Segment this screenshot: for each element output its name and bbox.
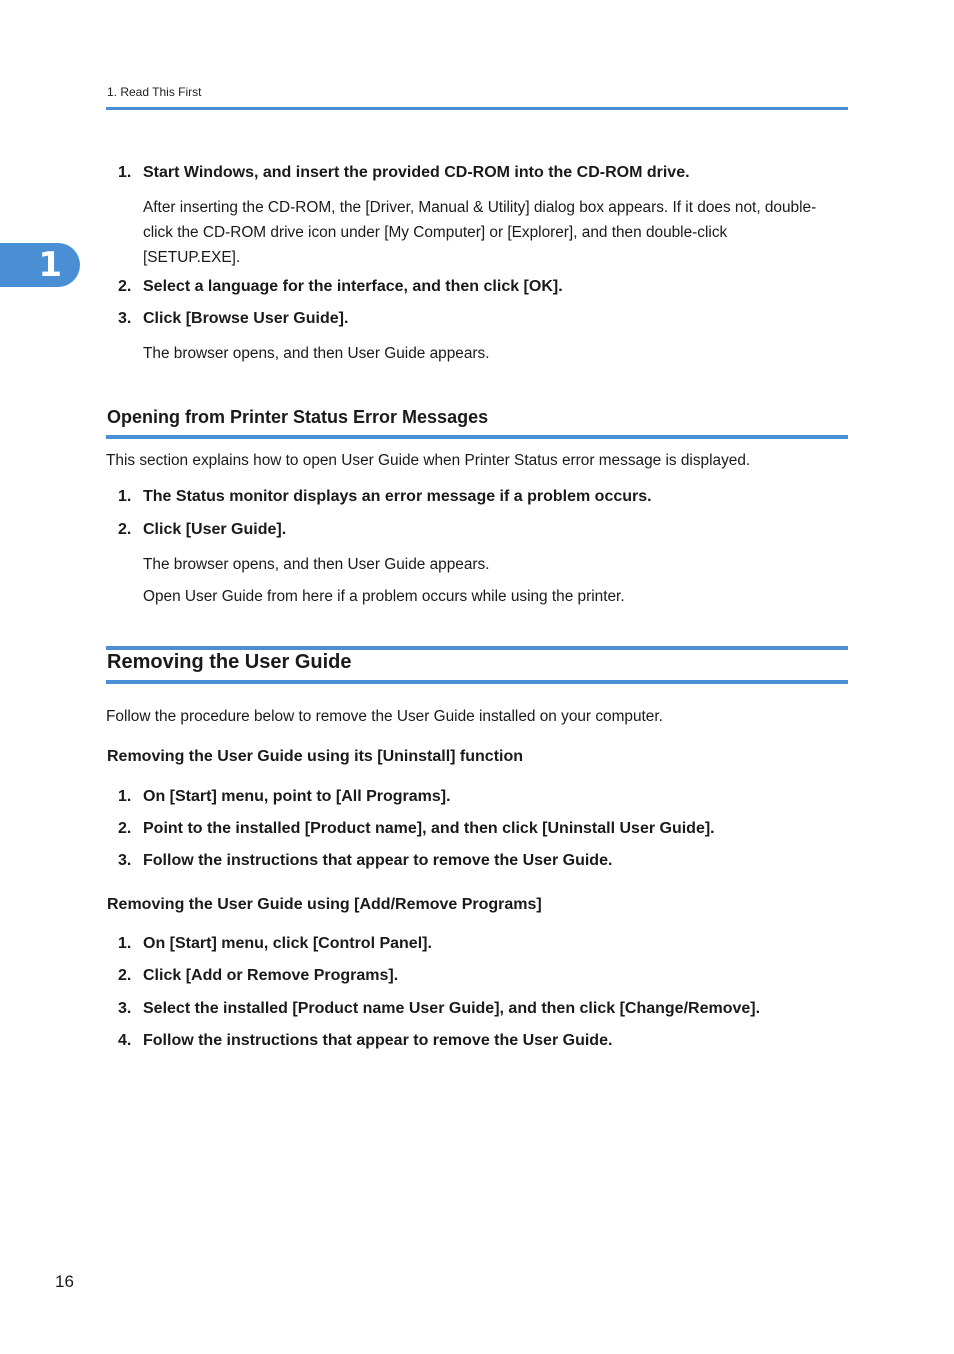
subsection-heading: Removing the User Guide using [Add/Remove Programs] (107, 896, 542, 913)
step-number: 2. (118, 820, 132, 837)
step-number: 1. (118, 488, 132, 505)
step-number: 1. (118, 164, 132, 181)
page-number: 16 (55, 1272, 74, 1291)
step-text: Follow the instructions that appear to remove the User Guide. (143, 852, 613, 869)
step-number: 2. (118, 521, 132, 538)
step-text: Select a language for the interface, and then click [OK]. (143, 278, 563, 295)
step-item (118, 164, 690, 182)
step-note: The browser opens, and then User Guide appears. (143, 556, 490, 573)
step-item (118, 521, 286, 539)
section-rule (106, 680, 848, 684)
step-text: Follow the instructions that appear to remove the User Guide. (143, 1032, 613, 1049)
step-number: 1. (118, 788, 132, 805)
subsection-heading: Removing the User Guide using its [Uninstall] function (107, 748, 524, 765)
step-text: Start Windows, and insert the provided CD-ROM into the CD-ROM drive. (143, 164, 690, 181)
chapter-tab: 1 (0, 243, 80, 287)
step-item (118, 310, 348, 328)
running-header: 1. Read This First (107, 85, 202, 99)
step-number: 1. (118, 935, 132, 952)
note-line: click the CD-ROM drive icon under [My Computer] or [Explorer], and then double-click (143, 224, 728, 241)
step-note: Open User Guide from here if a problem occurs while using the printer. (143, 588, 625, 605)
section-heading: Opening from Printer Status Error Messages (107, 407, 489, 427)
step-item (118, 1000, 760, 1018)
note-line: After inserting the CD-ROM, the [Driver, Manual & Utility] dialog box appears. If it does not, double- (143, 199, 817, 216)
step-text: Click [User Guide]. (143, 521, 287, 538)
step-item (118, 788, 451, 806)
step-number: 2. (118, 278, 132, 295)
step-text: Point to the installed [Product name], and then click [Uninstall User Guide]. (143, 820, 715, 837)
step-item (118, 967, 398, 985)
step-number: 3. (118, 310, 132, 327)
step-text: Click [Browse User Guide]. (143, 310, 349, 327)
section-heading: Removing the User Guide (107, 651, 352, 673)
section-rule (106, 435, 848, 439)
step-item (118, 852, 612, 870)
step-number: 3. (118, 1000, 132, 1017)
step-item (118, 935, 432, 953)
section-intro: Follow the procedure below to remove the User Guide installed on your computer. (106, 708, 663, 725)
step-number: 3. (118, 852, 132, 869)
step-item (118, 278, 563, 296)
step-item (118, 820, 715, 838)
step-text: The Status monitor displays an error message if a problem occurs. (143, 488, 652, 505)
step-text: On [Start] menu, click [Control Panel]. (143, 935, 432, 952)
step-text: Click [Add or Remove Programs]. (143, 967, 399, 984)
step-note: The browser opens, and then User Guide appears. (143, 345, 490, 362)
note-line: [SETUP.EXE]. (143, 249, 241, 266)
header-rule (106, 107, 848, 110)
step-text: Select the installed [Product name User Guide], and then click [Change/Remove]. (143, 1000, 761, 1017)
section-rule-top (106, 646, 848, 650)
section-intro: This section explains how to open User Guide when Printer Status error message is displayed. (106, 452, 751, 469)
step-note (143, 195, 816, 270)
step-item (118, 488, 652, 506)
step-number: 2. (118, 967, 132, 984)
step-number: 4. (118, 1032, 132, 1049)
step-text: On [Start] menu, point to [All Programs]. (143, 788, 451, 805)
step-item (118, 1032, 612, 1050)
